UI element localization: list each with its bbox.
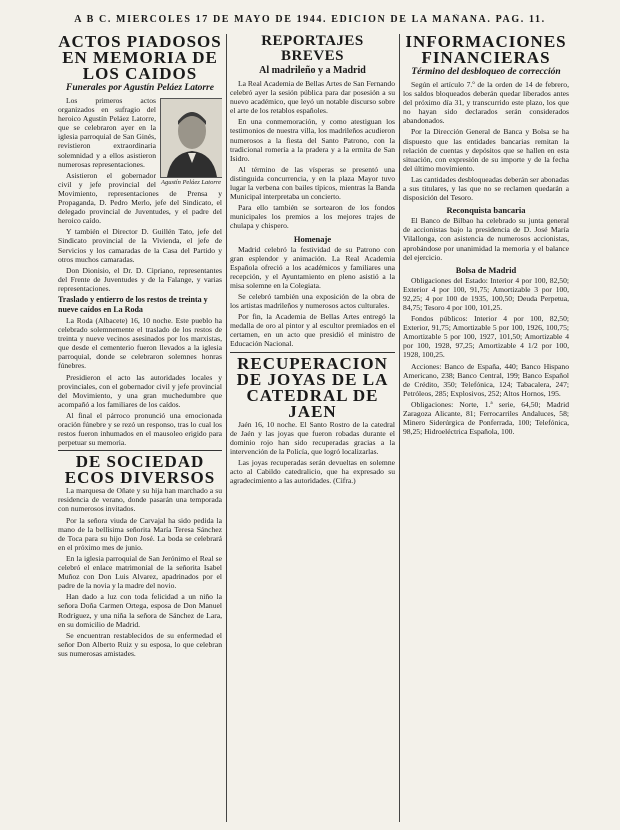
paragraph: Han dado a luz con toda felicidad a un niño la señora Doña Carmen Ortega, esposa de Don Manuel Rodríguez, y una niña la señora de Sánchez de Lara, en su domicilio de Madrid.: [58, 592, 222, 629]
paragraph: Por fin, la Academia de Bellas Artes entregó la medalla de oro al pintor y al escultor premiados en el certamen, en un acto que presidió el ministro de Educación Nacional.: [230, 312, 395, 349]
paragraph: Don Dionisio, el Dr. D. Cipriano, representantes del Frente de Juventudes y de la Falange, y varias representaciones.: [58, 265, 222, 293]
paragraph: Acciones: Banco de España, 440; Banco Hispano Americano, 238; Banco Central, 199; Banco Español de Crédito, 350; Telefónica, 124; Tabacalera, 247; Petróleos, 285; Explosivos, 252; Altos Hornos, 195.: [403, 361, 569, 398]
portrait-illustration: [161, 99, 222, 177]
paragraph: La Roda (Albacete) 16, 10 noche. Este pueblo ha celebrado solemnemente el traslado de los restos de treinta y nueve vecinos asesinados por los marxistas, que desde el cementerio fueron llevados a la iglesia parroquial, donde se celebraron solemnes honras fúnebres.: [58, 315, 222, 371]
paragraph: Y también el Director D. Guillén Tato, jefe del Sindicato provincial de la Vivienda, el jefe de Servicios y los camaradas de la Casa del Partido y otros muchos camaradas.: [58, 227, 222, 264]
paragraph: En la iglesia parroquial de San Jerónimo el Real se celebró el enlace matrimonial de la señorita Isabel Muñoz con Don Luis Alvarez, apadrinados por el padre de la novia y la madre del novio.: [58, 553, 222, 591]
section-subhead-bolsa: Bolsa de Madrid: [455, 264, 517, 275]
article-divider: [230, 352, 395, 353]
paragraph: La marquesa de Oñate y su hija han marchado a su residencia de verano, donde pasarán una temporada con numerosos invitados.: [58, 486, 222, 514]
column-1: [58, 34, 222, 824]
headline-joyas-jaen: RECUPERACION DE JOYAS DE LA CATEDRAL DE JAEN: [236, 353, 389, 421]
headline-reportajes: REPORTAJES BREVES: [261, 34, 364, 64]
section-subhead-la-roda: Traslado y entierro de los restos de treinta y nueve caídos en La Roda: [58, 294, 208, 314]
paragraph: Se encuentran restablecidos de su enfermedad el señor Don Alberto Ruiz y su esposa, lo que celebran sus numerosas amistades.: [58, 630, 222, 658]
paragraph: Según el artículo 7.º de la orden de 14 de febrero, los saldos bloqueados deberán quedar liberados antes del próximo día 31, y transcurrido este plazo, los que no hayan sido declarados serán considerados abandonados.: [403, 80, 569, 126]
subhead-madrileno: Al madrileño y a Madrid: [259, 65, 366, 76]
paragraph: Las cantidades desbloqueadas deberán ser abonadas a sus titulares, y las que no se reclamen quedarán a disposición del Tesoro.: [403, 174, 569, 203]
paragraph: Por la Dirección General de Banca y Bolsa se ha dispuesto que las entidades bancarias remitan la relación de cuentas y depósitos que se hallen en esta situación, con expresión de su importe y de la fecha del último movimiento.: [403, 127, 569, 173]
portrait-figure: [160, 98, 222, 186]
paragraph: Las joyas recuperadas serán devueltas en solemne acto al Cabildo catedralicio, que ha expresado su agradecimiento a las autoridades. (Cifra.): [230, 457, 395, 486]
paragraph: Asistieron el gobernador civil y jefe provincial del Movimiento, representaciones de Prensa y Propaganda, D. Pedro Merlo, jefe del Sindicato, el delegado provincial de Juventudes, y el padre del heroico caído.: [58, 170, 222, 226]
paragraph: Jaén 16, 10 noche. El Santo Rostro de la catedral de Jaén y las joyas que fueron robadas durante el dominio rojo han sido recuperadas gracias a la intervención de la Policía, que logró localizarlas.: [230, 419, 395, 456]
headline-sociedad: DE SOCIEDAD ECOS DIVERSOS: [64, 452, 216, 488]
paragraph: Presidieron el acto las autoridades locales y provinciales, con el gobernador civil y jefe provincial del Movimiento, y una gran muchedumbre que acompañó a los familiares de los caídos.: [58, 372, 222, 409]
headline-actos-piadosos: ACTOS PIADOSOS EN MEMORIA DE LOS CAIDOS: [58, 34, 222, 83]
subhead-funerales: Funerales por Agustín Peláez Latorre: [66, 83, 214, 93]
column-rule: [226, 34, 227, 822]
paragraph: Fondos públicos: Interior 4 por 100, 82,50; Exterior, 91,75; Amortizable 5 por 100, 1926, 100,75; Amortizable 5 por 100, 1927, 101,50; Amortizable 4 por 100, 1928, 97,25; Amortizable 4 1/2 por 100, 1928, 100,25.: [403, 314, 569, 360]
portrait-photo: [160, 98, 222, 178]
paragraph: Al final el párroco pronunció una emocionada oración fúnebre y se rezó un responso, tras lo cual los restos fueron inhumados en el mausoleo erigido para perpetuar su memoria.: [58, 410, 222, 448]
paragraph: Al término de las vísperas se presentó una distinguida concurrencia, y en la plaza Mayor tuvo lugar la verbena con bailes típicos, mientras la Banda Municipal interpretaba un concierto.: [230, 164, 395, 202]
paragraph: Por la señora viuda de Carvajal ha sido pedida la mano de la bellísima señorita María Teresa Sánchez de Toca para su hijo Don José. La boda se celebrará en el próximo mes de junio.: [58, 515, 222, 552]
column-rule: [399, 34, 400, 822]
running-head: A B C. MIERCOLES 17 DE MAYO DE 1944. EDICION DE LA MAÑANA. PAG. 11.: [74, 14, 546, 25]
paragraph: Obligaciones: Norte, 1.ª serie, 64,50; Madrid Zaragoza Alicante, 81; Ferrocarriles Andaluces, 58; Minero Siderúrgica de Ponferrada, 100; Telefónica, 98,25; Hidroeléctrica Española, 100.: [403, 399, 569, 437]
paragraph: La Real Academia de Bellas Artes de San Fernando celebró ayer la sesión pública para dar posesión a su nuevo académico, que leyó un notable discurso sobre el arte de los retablos españoles.: [230, 79, 395, 116]
paragraph: El Banco de Bilbao ha celebrado su junta general de accionistas bajo la presidencia de D. José María Vilallonga, con asistencia de numerosos accionistas, aprobándose por unanimidad la memoria y el balance del ejercicio.: [403, 216, 569, 262]
paragraph: En una conmemoración, y como atestiguan los testimonios de nuestra villa, los madrileños acudieron numerosos a la fiesta del Santo Patrono, con la tradicional romería a la pradera y a la ermita de San Isidro.: [230, 117, 395, 163]
section-subhead-reconquista: Reconquista bancaria: [446, 205, 526, 216]
article-divider: [58, 450, 222, 451]
portrait-caption: Agustín Peláez Latorre: [160, 179, 222, 186]
paragraph: Para ello también se sortearon de los fondos municipales los premios a los mejores trajes de chulapa y chispero.: [230, 203, 395, 231]
headline-financieras: INFORMACIONES FINANCIERAS: [405, 34, 567, 67]
paragraph: Madrid celebró la festividad de su Patrono con gran esplendor y animación. La Real Academia Española ofreció a los académicos y familiares una recepción, y el Ayuntamiento en pleno asistió a la misa solemne en la Colegiata.: [230, 244, 395, 290]
paragraph: Se celebró también una exposición de la obra de los artistas madrileños y numerosos actos culturales.: [230, 291, 395, 311]
column-3: [403, 34, 569, 824]
paragraph: Los primeros actos organizados en sufragio del heroico Agustín Peláez Latorre, que se celebraron ayer en la iglesia parroquial de San Ginés, revistieron extraordinaria solemnidad y a ellos asistieron numerosas representaciones.: [58, 96, 156, 169]
section-subhead-homenaje: Homenaje: [293, 233, 332, 244]
paragraph: Obligaciones del Estado: Interior 4 por 100, 82,50; Exterior 4 por 100, 91,75; Amortizable 3 por 100, 92,25; 4 por 100 de 1935, 100,50; Deuda Perpetua, 84,75; Tesoro 4 por 100, 101,25.: [403, 275, 569, 312]
subhead-desbloqueo: Término del desbloqueo de corrección: [411, 67, 561, 77]
column-2: [230, 34, 395, 824]
